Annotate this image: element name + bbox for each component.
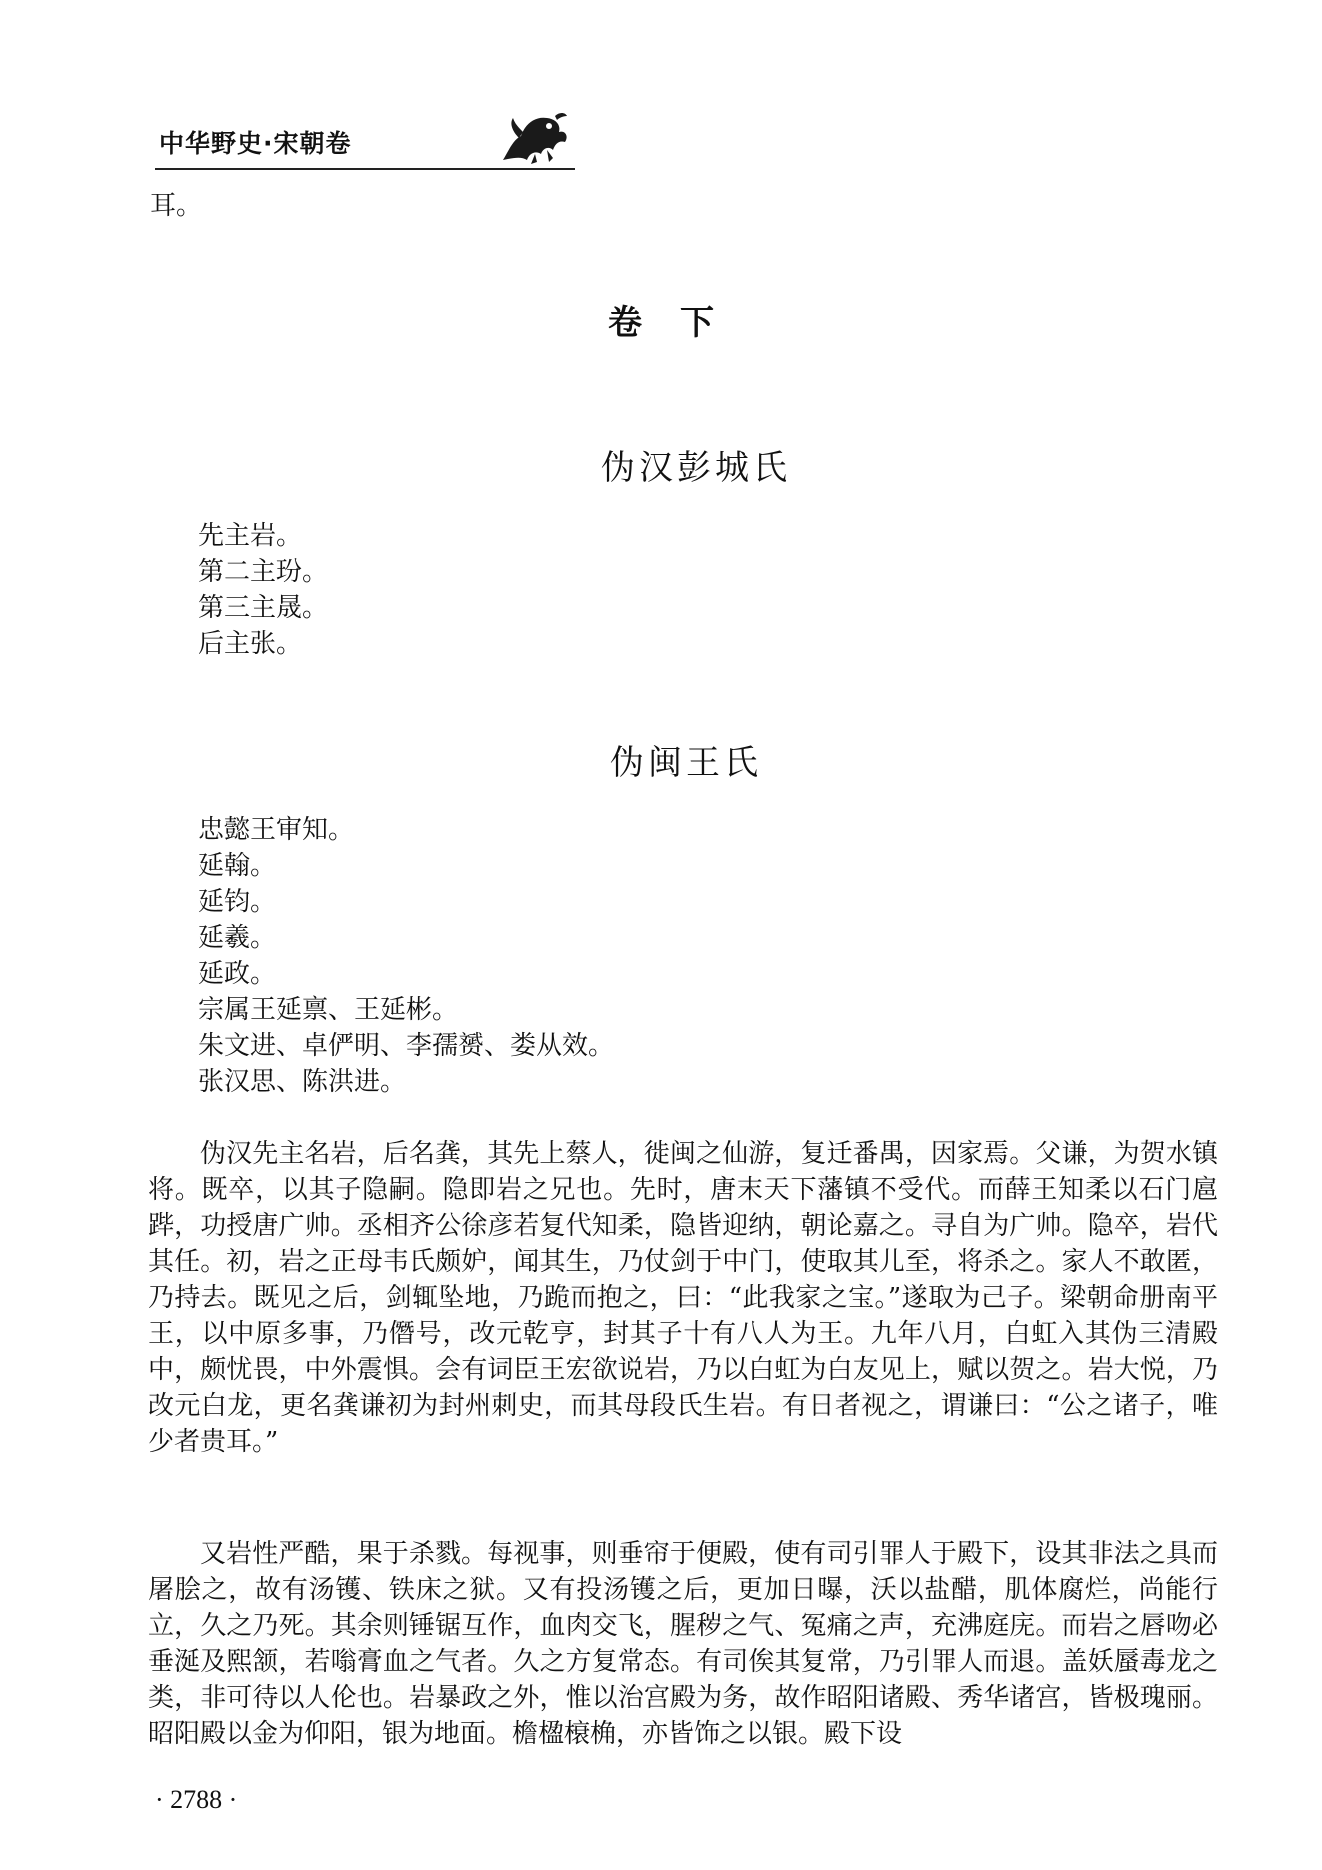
body-paragraph: 伪汉先主名岩，后名龚，其先上蔡人，徙闽之仙游，复迁番禺，因家焉。父谦，为贺水镇将。既卒，以其子隐嗣。隐即岩之兄也。先时，唐末天下藩镇不受代。而薛王知柔以石门扈跸，功授唐广帅。丞相齐公徐彦若复代知柔，隐皆迎纳，朝论嘉之。寻自为广帅。隐卒，岩代其任。初，岩之正母韦氏颇妒，闻其生，乃仗剑于中门，使取其儿至，将杀之。家人不敢匿，乃持去。既见之后，剑辄坠地，乃跪而抱之，曰：“此我家之宝。”遂取为己子。梁朝命册南平王，以中原多事，乃僭号，改元乾亨，封其子十有八人为王。九年八月，白虹入其伪三清殿中，颇忧畏，中外震惧。会有词臣王宏欲说岩，乃以白虹为白友见上，赋以贺之。岩大悦，乃改元白龙，更名龚谦初为封州刺史，而其母段氏生岩。有日者视之，谓谦曰：“公之诸子，唯少者贵耳。” (148, 1139, 1218, 1457)
section-title: 伪汉彭城氏 (601, 448, 791, 488)
list-item: 延羲。 (198, 923, 277, 953)
list-item: 张汉思、陈洪进。 (198, 1067, 407, 1097)
volume-title: 卷下 (608, 303, 752, 343)
header-rule (155, 168, 575, 170)
list-item: 第二主玢。 (198, 557, 329, 587)
list-item: 第三主晟。 (198, 593, 329, 623)
list-item: 忠懿王审知。 (198, 815, 355, 845)
page-number: · 2788 · (155, 1785, 238, 1814)
list-item: 延钧。 (198, 887, 277, 917)
list-item: 朱文进、卓俨明、李孺赟、娄从效。 (198, 1031, 615, 1061)
ruler-list (198, 812, 614, 1100)
book-title: 中华野史·宋朝卷 (159, 129, 352, 158)
list-item: 延政。 (198, 959, 277, 989)
running-header (155, 108, 575, 170)
body-paragraph: 又岩性严酷，果于杀戮。每视事，则垂帘于便殿，使有司引罪人于殿下，设其非法之具而屠脍之，故有汤镬、铁床之狱。又有投汤镬之后，更加日曝，沃以盐醋，肌体腐烂，尚能行立，久之乃死。其余则锤锯互作，血肉交飞，腥秽之气、冤痛之声，充沸庭庑。而岩之唇吻必垂涎及熙颔，若嗡膏血之气者。久之方复常态。有司俟其复常，乃引罪人而退。盖妖蜃毒龙之类，非可待以人伦也。岩暴政之外，惟以治宫殿为务，故作昭阳诸殿、秀华诸宫，皆极瑰丽。昭阳殿以金为仰阳，银为地面。檐楹榱桷，亦皆饰之以银。殿下设 (148, 1539, 1218, 1749)
section-title: 伪闽王氏 (610, 743, 762, 783)
dragon-emblem-icon (495, 110, 573, 166)
list-item: 延翰。 (198, 851, 277, 881)
list-item: 先主岩。 (198, 521, 303, 551)
list-item: 后主张。 (198, 629, 303, 659)
list-item: 宗属王延禀、王延彬。 (198, 995, 459, 1025)
continued-text: 耳。 (150, 191, 203, 221)
ruler-list (198, 518, 328, 662)
